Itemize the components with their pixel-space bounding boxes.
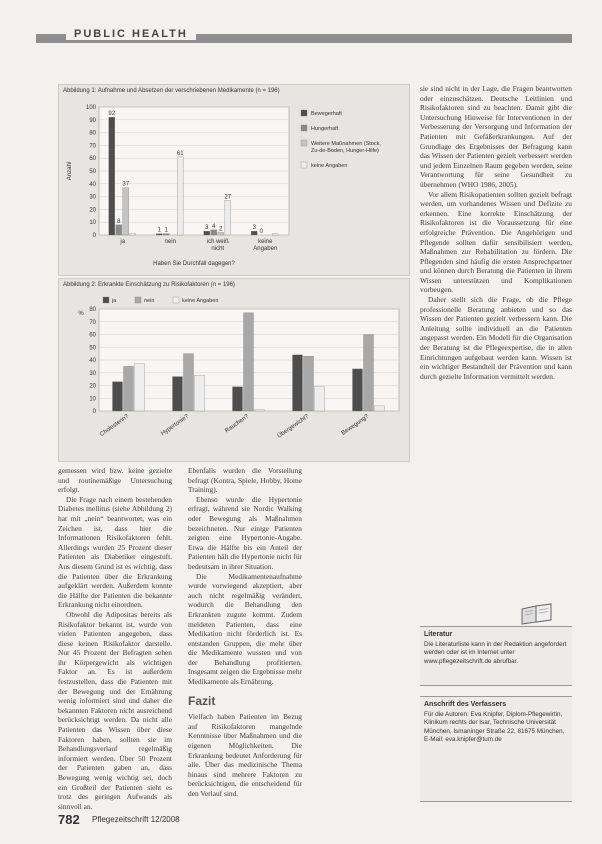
data-label: 37 (122, 181, 130, 188)
data-label: 61 (176, 150, 184, 157)
legend-swatch (301, 140, 307, 146)
author-label: Anschrift des Verfassers (424, 701, 507, 708)
figure-1-caption: Abbildung 1: Aufnahme und Absetzen der verschriebenen Medikamente (n = 196) (63, 88, 280, 94)
figure-2-chart (59, 291, 409, 461)
y-tick-label: 70 (89, 319, 96, 326)
legend-label: keine Angaben (182, 298, 219, 304)
legend-label: nein (144, 298, 155, 304)
section-heading: Fazit (188, 693, 216, 708)
y-tick-label: 10 (89, 220, 96, 227)
legend-swatch (103, 297, 109, 303)
bar (244, 313, 254, 411)
literature-box (420, 626, 572, 686)
bar (109, 117, 115, 235)
x-tick-label: Cholesterin? (99, 413, 131, 438)
bar (156, 234, 162, 235)
bar (177, 157, 183, 235)
bar (123, 188, 129, 235)
y-tick-label: 60 (89, 156, 96, 163)
paragraph: Obwohl die Adipositas bereits als Risikofaktor bekannt ist, wurde von vielen Patienten angegeben, dass diese keinen Risikofaktor darstelle. Nur 45 Prozent der Befragten sehen ihr Körpergewicht als wichtigen Faktor an. Es ist außerdem festzustellen, dass die Patienten mit der Bewegung und der Ernährung wenig informiert sind und daher die bekannten Faktoren nicht ausreichend berücksichtigt werden. Da nicht alle Patienten das Wissen über diese Faktoren haben, sollten sie im Behandlungsverlauf regelmäßig informiert werden. Über 50 Prozent der Patienten gaben an, dass Bewegung wenig wichtig sei, doch ein Großteil der Patienten sieht es trotz des geringen Aufwands als sinnvoll an. (58, 609, 172, 811)
bar (113, 382, 123, 411)
y-tick-label: 60 (89, 332, 96, 339)
bar (204, 231, 210, 235)
bar (364, 335, 374, 412)
bar (293, 355, 303, 411)
data-label: 3 (205, 225, 209, 232)
y-tick-label: 80 (89, 130, 96, 137)
data-label: 92 (108, 111, 116, 118)
legend-label: Bewegerhaft (311, 111, 342, 117)
bar (163, 234, 169, 235)
y-tick-label: 90 (89, 117, 96, 124)
x-tick-label: Angaben (253, 246, 278, 252)
x-tick-label: ja (120, 239, 126, 245)
literature-label: Literatur (424, 631, 453, 638)
legend-swatch (135, 297, 141, 303)
legend-label: ja (112, 298, 117, 304)
data-label: 8 (117, 218, 121, 225)
x-tick-label: keine (258, 239, 273, 245)
bar (375, 406, 385, 411)
literature-text: Die Literaturliste kann in der Redaktion angefordert werden oder ist im Internet unter www.pflegezeitschrift.de abrufbar. (424, 641, 567, 665)
y-tick-label: 30 (89, 370, 96, 377)
legend-label: Zu-de-Boden, Hunger-Hilfe) (311, 148, 379, 154)
column-1 (58, 466, 172, 811)
paragraph: Ebenso wurde die Hypertonie erfragt, während sie Nordic Walking oder Bewegung als Maßnahmen bezeichneten. Nur einige Patienten zeigten eine Hypertonie-Angabe. Etwa die Hälfte bis ein Anteil der Patienten hält die Hypertonie nicht für bedeutsam in ihrer Situation. (188, 494, 302, 571)
data-label: 2 (219, 226, 223, 233)
journal-name: Pflegezeitschrift 12/2008 (92, 815, 180, 824)
paragraph: Die Frage nach einem bestehenden Diabetes mellitus (siehe Abbildung 2) hat mit „nein“ beantwortet, was ein Zeichen ist, dass hier die Informationen Risikofaktoren fehlt. Allerdings wurden 25 Prozent dieser Patienten als Diabetiker eingestuft. Aus diesem Grund ist es wichtig, dass die Patienten über die Erkrankung aufgeklärt werden. Außerdem konnte die Hälfte der Patienten die bekannte Erkrankung nicht einordnen. (58, 494, 172, 610)
legend-swatch (173, 297, 179, 303)
y-tick-label: 40 (89, 358, 96, 364)
y-tick-label: 0 (92, 409, 96, 415)
bar (195, 375, 205, 411)
data-label: 27 (224, 194, 232, 201)
bar (315, 387, 325, 411)
bar (218, 232, 224, 235)
section-title: PUBLIC HEALTH (66, 28, 196, 40)
bar (251, 231, 257, 235)
x-tick-label: Hypertonie? (160, 413, 191, 438)
figure-2 (58, 278, 410, 462)
author-box (420, 696, 572, 802)
data-label: 0 (259, 229, 263, 235)
bar (211, 230, 217, 235)
x-tick-label: Übergewicht? (276, 413, 311, 440)
legend-label: Hungerhaft (311, 126, 339, 132)
paragraph: Vor allem Risikopatienten sollten gezielt befragt werden, um vorhandenes Wissen und Defizite zu erkennen. Eine korrekte Einschätzung der Risikofaktoren ist die Voraussetzung für eine erfolgreiche Prävention. Die Angehörigen und Pflegende sollten dafür sensibilisiert werden, Maßnahmen zur Rehabilitation zu fördern. Die Pflegenden sind häufig die ersten Ansprechpartner und können durch Beratung die Patienten in ihrem Wissen unterstützen und Komplikationen vorbeugen. (420, 189, 572, 295)
x-axis-label: Haben Sie Durchfall dagegen? (153, 261, 235, 267)
bar (124, 366, 134, 411)
y-tick-label: 100 (85, 105, 96, 111)
paragraph: Ebenfalls wurden die Vorstellung befragt (Kontra, Spiele, Hobby, Home Training). (188, 466, 302, 495)
legend-label: keine Angaben (311, 163, 348, 169)
bar (116, 225, 122, 235)
bar (255, 410, 265, 411)
figure-1-chart (59, 97, 409, 275)
x-tick-label: nein (164, 239, 176, 245)
bar (353, 369, 363, 411)
paragraph: Daher stellt sich die Frage, ob die Pflege professionelle Beratung anbieten und so das Wissen der Patienten gezielt verbessern kann. Die Anleitung sollte individuell an die Patienten angepasst werden. Ein Modell für die Organisation der Beratung ist die Pflegeexpertise, die in allen Einrichtungen aufgebaut werden kann. Wissen ist ein wichtiger Bestandteil der Prävention und kann durch gezielte Information vermittelt werden. (420, 295, 572, 381)
book-icon (520, 603, 554, 625)
data-label: 1 (157, 227, 161, 234)
figure-1 (58, 84, 410, 276)
y-tick-label: 0 (92, 233, 96, 239)
x-tick-label: Rauchen? (224, 413, 251, 435)
page-number: 782 (58, 812, 80, 827)
y-axis-label: % (78, 311, 84, 317)
y-tick-label: 20 (89, 383, 96, 390)
paragraph: gemessen wird bzw. keine gezielte und routinemäßige Untersuchung erfolgt. (58, 466, 172, 495)
paragraph: Die Medikamentenaufnahme wurde vorwiegend akzeptiert, aber auch nicht regelmäßig verändert, wodurch die Behandlung den Erkrankten zugute kommt. Zudem meldeten Patienten, dass eine Medikation nicht förderlich ist. Es entstanden Gruppen, die mehr über die Medikamente wussten und von der Behandlung profitierten. Insgesamt zeigen die Ergebnisse mehr Medikamente als Ernährung. (188, 571, 302, 687)
bar (304, 356, 314, 411)
y-axis-label: Anzahl (67, 161, 73, 181)
column-3 (420, 84, 572, 596)
y-tick-label: 80 (89, 307, 96, 313)
author-text: Für die Autoren: Eva Knipfer, Diplom-Pflegewirtin, Klinikum rechts der Isar, Technische Universität München, Ismaninger Straße 22, 81675 München, E-Mail: eva.knipfer@tum.de (424, 711, 565, 743)
y-tick-label: 10 (89, 396, 96, 403)
bar (135, 364, 145, 411)
legend-swatch (301, 162, 307, 168)
y-tick-label: 40 (89, 181, 96, 188)
bar (173, 377, 183, 411)
y-tick-label: 50 (89, 169, 96, 175)
y-tick-label: 30 (89, 194, 96, 201)
paragraph: Vielfach haben Patienten im Bezug auf Risikofaktoren mangelnde Kenntnisse über Maßnahmen und die eigenen Möglichkeiten. Die Erkrankung bedeutet Anforderung für alle. Über das medizinische Thema hinaus sind mehrere Faktoren zu berücksichtigen, die entscheidend für den Verlauf sind. (188, 712, 302, 798)
data-label: 4 (212, 223, 216, 230)
paragraph: sie sind nicht in der Lage, die Fragen beantworten oder einzuschätzen. Deutsche Leitlinien und Risikofaktoren sind zu beachten. Damit gibt die Untersuchung Hinweise für Interventionen in der Verbesserung der Versorgung und Information der Patienten mit Gefäßerkrankungen. Auf der Grundlage des Ergebnisses der Befragung kann das Wissen der Patienten gezielt verbessert werden und jedem Einzelnen Raum gegeben werden, seine Verantwortung für seine Gesundheit zu übernehmen (WHO 1986, 2005). (420, 84, 572, 189)
legend-label: Weitere Maßnahmen (Stock, (311, 141, 381, 147)
y-tick-label: 20 (89, 207, 96, 214)
bar (272, 234, 278, 235)
column-2 (188, 466, 302, 806)
data-label: 3 (252, 225, 256, 232)
legend-swatch (301, 125, 307, 131)
y-tick-label: 50 (89, 345, 96, 352)
bar (233, 387, 243, 411)
figure-2-caption: Abbildung 2: Erkrankte Einschätzung zu Risikofaktoren (n = 196) (63, 282, 235, 288)
y-tick-label: 70 (89, 143, 96, 150)
bar (130, 234, 136, 235)
bar (225, 200, 231, 235)
x-tick-label: ich weiß (206, 239, 229, 245)
data-label: 1 (164, 227, 168, 234)
legend-swatch (301, 110, 307, 116)
bar (184, 354, 194, 411)
x-tick-label: nicht (211, 246, 225, 252)
x-tick-label: Bewegung? (340, 413, 371, 437)
